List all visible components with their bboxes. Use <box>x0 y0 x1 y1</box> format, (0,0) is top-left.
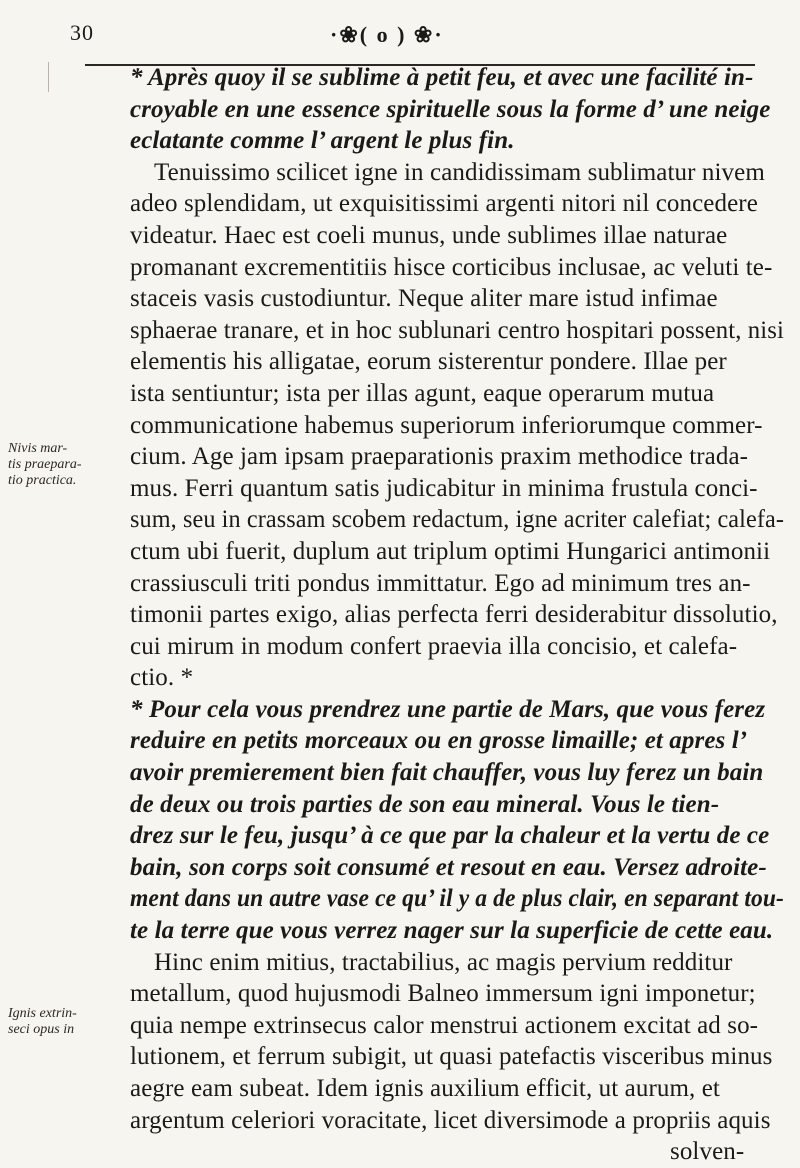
text-line-latin-20: quia nempe extrinsecus calor menstrui actionem excitat ad so- <box>130 1011 759 1039</box>
text-line-latin-16: cui mirum in modum confert praevia illa concisio, et calefa- <box>130 632 738 660</box>
text-line-french-7: de deux ou trois parties de son eau mineral. Vous le tien- <box>130 790 720 818</box>
text-line-french-11: te la terre que vous verrez nager sur la superficie de cette eau. <box>130 917 774 945</box>
text-line-latin-8: ista sentiuntur; ista per illas agunt, eaque operarum mutua <box>130 379 715 407</box>
text-line-latin-22: aegre eam subeat. Idem ignis auxilium efficit, ut aurum, et <box>130 1075 720 1102</box>
text-line-french-5: reduire en petits morceaux ou en grosse limaille; et apres l’ <box>130 727 748 755</box>
text-line-latin-13: ctum ubi fuerit, duplum aut triplum optimi Hungarici antimonii <box>130 537 771 565</box>
text-line-latin-7: elementis his alligatae, eorum sisterentur pondere. Illae per <box>130 348 727 376</box>
text-line-latin-11: mus. Ferri quantum satis judicabitur in minima frustula conci- <box>130 474 758 502</box>
text-line-latin-9: communicatione habemus superiorum inferiorumque commer- <box>130 411 763 439</box>
text-line-french-6: avoir premierement bien fait chauffer, vous luy ferez un bain <box>130 759 764 787</box>
text-line-latin-5: staceis vasis custodiuntur. Neque aliter mare istud infimae <box>130 285 718 313</box>
text-line-latin-19: metallum, quod hujusmodi Balneo immersum igni imponetur; <box>130 980 756 1008</box>
text-line-french-3: eclatante comme l’ argent le plus fin. <box>130 127 515 155</box>
margin-note-nivis: Nivis mar- tis praepara- tio practica. <box>8 441 82 488</box>
text-line-latin-12: sum, seu in crassam scobem redactum, igne acriter calefiat; calefa- <box>130 506 784 534</box>
text-line-latin-14: crassiusculi triti pondus immittatur. Ego ad minimum tres an- <box>130 569 751 597</box>
text-line-latin-18: Hinc enim mitius, tractabilius, ac magis pervium redditur <box>154 948 733 976</box>
page-header <box>70 20 770 66</box>
text-line-latin-3: videatur. Haec est coeli munus, unde sublimes illae naturae <box>130 221 728 249</box>
page-edge-mark <box>48 62 50 92</box>
text-line-latin-6: sphaerae tranare, et in hoc sublunari centro hospitari possent, nisi <box>130 316 784 344</box>
text-line-latin-15: timonii partes exigo, alias perfecta ferri desiderabitur dissolutio, <box>130 601 778 629</box>
text-line-french-4: * Pour cela vous prendrez une partie de Mars, que vous ferez <box>130 695 766 723</box>
text-line-french-9: bain, son corps soit consumé et resout en eau. Versez adroite- <box>130 853 767 881</box>
text-line-latin-1: Tenuissimo scilicet igne in candidissimam sublimatur nivem <box>154 158 765 186</box>
text-line-latin-23: argentum celeriori voracitate, licet diversimode a propriis aquis <box>130 1106 771 1134</box>
text-line-latin-17: ctio. * <box>130 664 194 692</box>
header-ornament: ·❀( o ) ❀· <box>330 22 444 47</box>
page-number: 30 <box>70 20 94 45</box>
text-line-latin-2: adeo splendidam, ut exquisitissimi argenti nitori nil concedere <box>130 190 758 218</box>
text-line-french-1: * Après quoy il se sublime à petit feu, et avec une facilité in- <box>130 64 754 91</box>
main-text-column <box>130 62 784 1168</box>
text-line-latin-4: promanant excrementitiis hisce corticibus inclusae, ac veluti te- <box>130 253 773 281</box>
margin-note-ignis: Ignis extrin- seci opus in <box>8 1006 77 1037</box>
text-line-french-8: drez sur le feu, jusqu’ à ce que par la chaleur et la vertu de ce <box>130 822 770 850</box>
text-line-latin-21: lutionem, et ferrum subigit, ut quasi patefactis visceribus minus <box>130 1043 773 1071</box>
text-line-french-2: croyable en une essence spirituelle sous la forme d’ une neige <box>130 95 771 123</box>
catchword: solven- <box>670 1138 745 1166</box>
text-line-latin-10: cium. Age jam ipsam praeparationis praxim methodice trada- <box>130 443 749 471</box>
text-line-french-10: ment dans un autre vase ce qu’ il y a de plus clair, en separant tou- <box>130 885 784 913</box>
